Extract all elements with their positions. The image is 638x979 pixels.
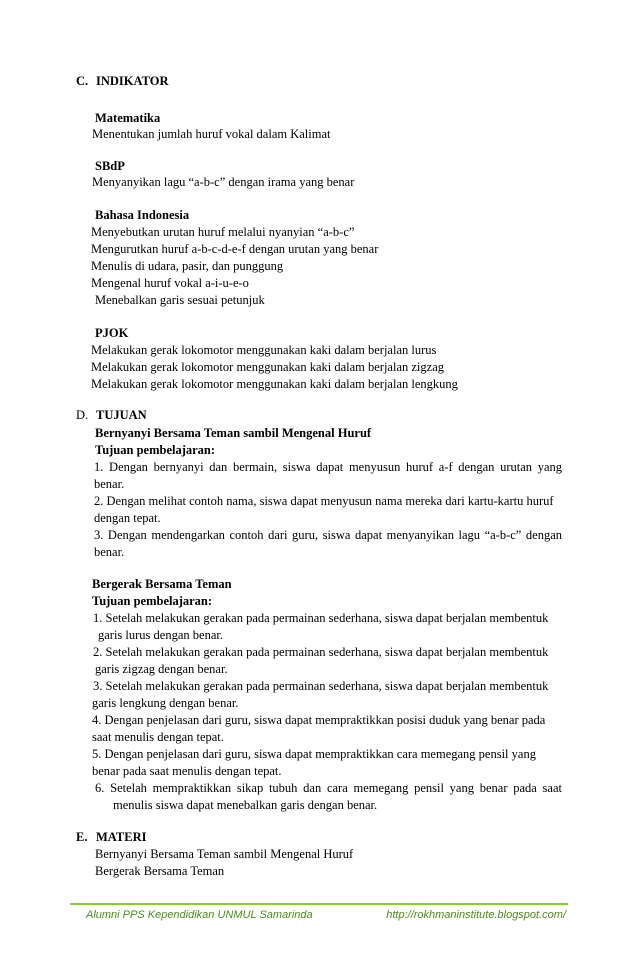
materi-item: Bergerak Bersama Teman [95, 864, 225, 878]
section-c-title: INDIKATOR [96, 74, 169, 88]
indikator-heading-sbdp: SBdP [95, 159, 125, 173]
indikator-heading-matematika: Matematika [95, 111, 161, 125]
tujuan-item: dengan tepat. [94, 511, 161, 525]
tujuan-item: 5. Dengan penjelasan dari guru, siswa dapat mempraktikkan cara memegang pensil yang [92, 747, 536, 761]
tujuan-block-title: Bergerak Bersama Teman [92, 577, 232, 591]
footer-url-link[interactable]: http://rokhmaninstitute.blogspot.com/ [386, 909, 566, 921]
tujuan-item: 1. Setelah melakukan gerakan pada permainan sederhana, siswa dapat berjalan membentuk [93, 611, 549, 625]
tujuan-item: benar. [94, 545, 125, 559]
tujuan-item: garis lurus dengan benar. [98, 628, 223, 642]
tujuan-item: garis zigzag dengan benar. [95, 662, 228, 676]
tujuan-item: 6. Setelah mempraktikkan sikap tubuh dan cara memegang pensil yang benar pada saat [95, 781, 562, 795]
tujuan-item: 1. Dengan bernyanyi dan bermain, siswa dapat menyusun huruf a-f dengan urutan yang [94, 460, 562, 474]
tujuan-label: Tujuan pembelajaran: [92, 594, 213, 608]
materi-item: Bernyanyi Bersama Teman sambil Mengenal Huruf [95, 847, 354, 861]
footer-left-text: Alumni PPS Kependidikan UNMUL Samarinda [86, 909, 313, 921]
section-c-marker: C. [76, 74, 89, 88]
tujuan-item: 2. Setelah melakukan gerakan pada permainan sederhana, siswa dapat berjalan membentuk [93, 645, 549, 659]
tujuan-label: Tujuan pembelajaran: [95, 443, 216, 457]
section-d-marker: D. [76, 408, 89, 422]
tujuan-item: menulis siswa dapat menebalkan garis dengan benar. [113, 798, 378, 812]
indikator-item: Melakukan gerak lokomotor menggunakan kaki dalam berjalan lurus [91, 343, 437, 357]
section-e-title: MATERI [96, 830, 147, 844]
tujuan-item: 2. Dengan melihat contoh nama, siswa dapat menyusun nama mereka dari kartu-kartu huruf [94, 494, 554, 508]
tujuan-item: 4. Dengan penjelasan dari guru, siswa dapat mempraktikkan posisi duduk yang benar pada [92, 713, 546, 727]
tujuan-item: 3. Dengan mendengarkan contoh dari guru, siswa dapat menyanyikan lagu “a-b-c” dengan [94, 528, 562, 542]
indikator-item: Menyebutkan urutan huruf melalui nyanyian “a-b-c” [91, 225, 355, 239]
tujuan-item: saat menulis dengan tepat. [92, 730, 224, 744]
indikator-item: Melakukan gerak lokomotor menggunakan kaki dalam berjalan zigzag [91, 360, 444, 374]
tujuan-block-title: Bernyanyi Bersama Teman sambil Mengenal Huruf [95, 426, 372, 440]
indikator-item: Mengurutkan huruf a-b-c-d-e-f dengan urutan yang benar [91, 242, 379, 256]
indikator-item: Menebalkan garis sesuai petunjuk [95, 293, 265, 307]
indikator-item: Melakukan gerak lokomotor menggunakan kaki dalam berjalan lengkung [91, 377, 458, 391]
tujuan-item: garis lengkung dengan benar. [92, 696, 239, 710]
tujuan-item: benar. [94, 477, 125, 491]
indikator-heading-bahasa-indonesia: Bahasa Indonesia [95, 208, 190, 222]
indikator-item: Menentukan jumlah huruf vokal dalam Kalimat [92, 127, 331, 141]
indikator-item: Menyanyikan lagu “a-b-c” dengan irama yang benar [92, 175, 355, 189]
section-e-marker: E. [76, 830, 88, 844]
tujuan-item: 3. Setelah melakukan gerakan pada permainan sederhana, siswa dapat berjalan membentuk [93, 679, 549, 693]
indikator-item: Mengenal huruf vokal a-i-u-e-o [91, 276, 249, 290]
tujuan-item: benar pada saat menulis dengan tepat. [92, 764, 282, 778]
section-d-title: TUJUAN [96, 408, 147, 422]
indikator-item: Menulis di udara, pasir, dan punggung [91, 259, 284, 273]
indikator-heading-pjok: PJOK [95, 326, 129, 340]
